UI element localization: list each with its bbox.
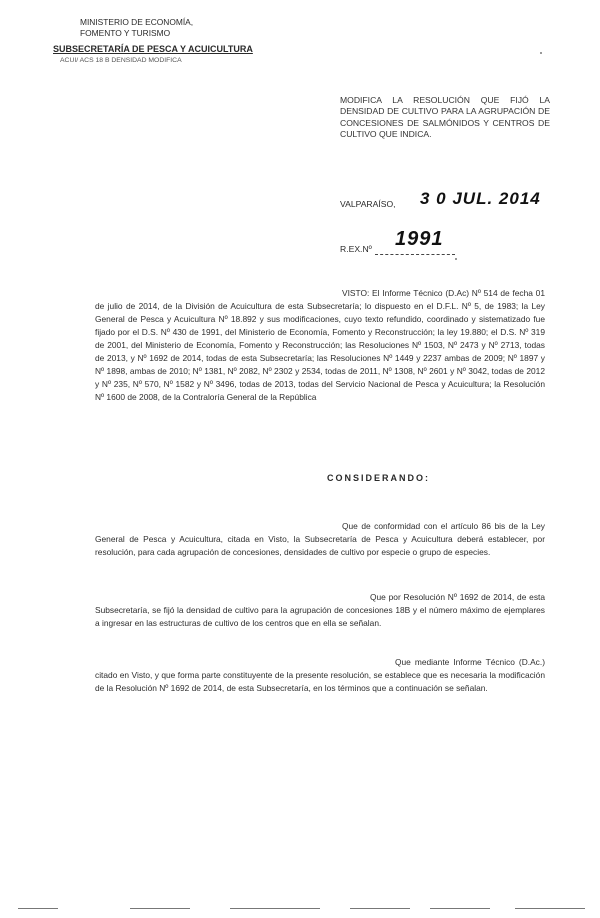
considerando-paragraph-1: Que de conformidad con el artículo 86 bis de la Ley General de Pesca y Acuicultura, citada en Visto, la Subsecretaría de Pesca y Acuicultura deberá establecer, por resolución, para cada agrupación de concesiones, densidades de cultivo por especie o grupo de especies. [95, 521, 545, 557]
ministry-line-1: MINISTERIO DE ECONOMÍA, [80, 17, 194, 27]
footer-rule [430, 908, 490, 909]
date-stamp: 3 0 JUL. 2014 [420, 189, 541, 208]
footer-rule [230, 908, 320, 909]
considerando-paragraph-2: Que por Resolución Nº 1692 de 2014, de esta Subsecretaría, se fijó la densidad de cultivo para la agrupación de concesiones 18B y el número máximo de ejemplares a ingresar en las estructuras de cultivo de los centros que en ella se señalan. [95, 592, 545, 628]
considerando-heading: CONSIDERANDO: [327, 473, 431, 483]
resolution-subject: MODIFICA LA RESOLUCIÓN QUE FIJÓ LA DENSIDAD DE CULTIVO PARA LA AGRUPACIÓN DE CONCESIONES DE SALMÓNIDOS Y CENTROS DE CULTIVO QUE INDICA. [340, 95, 550, 140]
scan-speck [540, 52, 542, 54]
resolution-label: R.EX.Nº [340, 244, 372, 254]
resolution-number: 1991 [395, 228, 444, 250]
footer-rule [515, 908, 585, 909]
place-label: VALPARAÍSO, [340, 199, 396, 209]
resolution-number-line [375, 254, 455, 255]
footer-rule [18, 908, 58, 909]
document-code: ACUI/ ACS 18 B DENSIDAD MODIFICA [60, 57, 182, 64]
footer-rule [350, 908, 410, 909]
visto-paragraph: VISTO: El Informe Técnico (D.Ac) Nº 514 de fecha 01 de julio de 2014, de la División de Acuicultura de esta Subsecretaría; lo dispuesto en el D.F.L. Nº 5, de 1983; la Ley General de Pesca y Acuicultura Nº 18.892 y sus modificaciones, cuyo texto refundido, coordinado y sistematizado fue fijado por el D.S. Nº 430 de 1991, del Ministerio de Economía, Fomento y Reconstrucción; la ley 19.880; el D.S. Nº 319 de 2001, del Ministerio de Economía, Fomento y Reconstrucción; las Resoluciones Nº 1503, Nº 2473 y Nº 2713, todas de 2013, y Nº 1692 de 2014, todas de esta Subsecretaría; las Resoluciones Nº 1449 y 2237 ambas de 2009; Nº 1897 y Nº 1898, ambas de 2010; Nº 1381, Nº 2082, Nº 2302 y 2534, todas de 2011, Nº 1308, Nº 2601 y Nº 3042, todas de 2012 y Nº 235, Nº 570, Nº 1582 y Nº 3496, todas de 2013, todas del Servicio Nacional de Pesca y Acuicultura; la Resolución Nº 1600 de 2008, de la Contraloría General de la República [95, 288, 545, 402]
considerando-paragraph-3: Que mediante Informe Técnico (D.Ac.) citado en Visto, y que forma parte constituyente de la presente resolución, se establece que es necesaria la modificación de la Resolución Nº 1692 de 2014, de esta Subsecretaría, en los términos que a continuación se señalan. [95, 657, 545, 693]
scan-speck [455, 258, 457, 260]
subsecretaria-name: SUBSECRETARÍA DE PESCA Y ACUICULTURA [53, 44, 253, 54]
footer-rule [130, 908, 190, 909]
ministry-name [80, 17, 193, 38]
ministry-line-2: FOMENTO Y TURISMO [80, 27, 171, 38]
